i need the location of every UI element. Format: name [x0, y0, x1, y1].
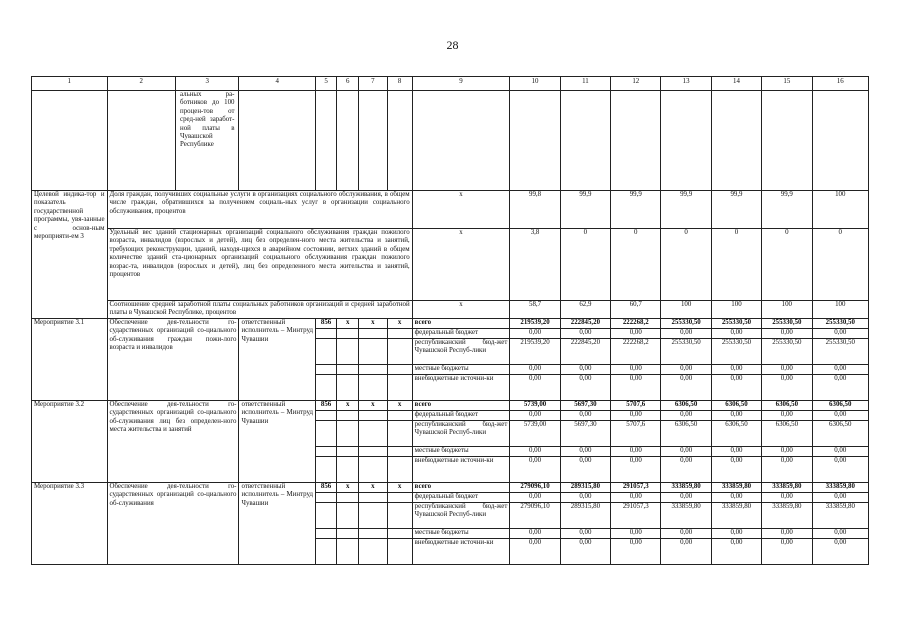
- funding-source: внебюджетные источни-ки: [412, 456, 510, 482]
- funding-value: 289315,80: [560, 482, 610, 492]
- empty-cell: [611, 91, 661, 191]
- empty-code-cell: [337, 364, 359, 374]
- column-number: 7: [359, 77, 387, 91]
- indicator-value: 99,9: [762, 191, 812, 229]
- funding-value: 0,00: [812, 328, 868, 338]
- indicator-value: 99,9: [711, 191, 761, 229]
- empty-cell: [661, 91, 711, 191]
- funding-value: 0,00: [762, 538, 812, 564]
- funding-value: 0,00: [560, 538, 610, 564]
- empty-code-cell: [387, 374, 412, 400]
- column-number: 15: [762, 77, 812, 91]
- indicator-value: 100: [661, 301, 711, 319]
- indicator-text: Соотношение средней заработной платы социальных работников организаций и средней заработной платы в Чувашской Республике, процентов: [107, 301, 412, 319]
- funding-source: федеральный бюджет: [412, 328, 510, 338]
- empty-code-cell: [359, 538, 387, 564]
- empty-code-cell: [316, 538, 337, 564]
- measure-id: Мероприятие 3.3: [32, 482, 108, 564]
- column-number-row: [32, 77, 869, 91]
- indicator-value: 100: [812, 191, 868, 229]
- empty-cell: [316, 91, 337, 191]
- funding-value: 0,00: [762, 528, 812, 538]
- column-number: 16: [812, 77, 868, 91]
- code-mark: x: [387, 318, 412, 328]
- funding-value: 0,00: [711, 538, 761, 564]
- code-mark: x: [387, 400, 412, 410]
- column-number: 5: [316, 77, 337, 91]
- funding-value: 0,00: [611, 446, 661, 456]
- empty-code-cell: [337, 374, 359, 400]
- funding-value: 6306,50: [661, 420, 711, 446]
- funding-value: 0,00: [812, 492, 868, 502]
- measure-row: [32, 318, 869, 328]
- funding-value: 0,00: [661, 364, 711, 374]
- funding-value: 5739,00: [510, 400, 560, 410]
- empty-code-cell: [387, 446, 412, 456]
- indicator-value: 0: [611, 229, 661, 301]
- funding-value: 0,00: [560, 492, 610, 502]
- empty-code-cell: [359, 374, 387, 400]
- funding-value: 6306,50: [711, 420, 761, 446]
- budget-code: 856: [316, 482, 337, 492]
- empty-cell: [762, 91, 812, 191]
- empty-cell: [337, 91, 359, 191]
- funding-value: 0,00: [762, 446, 812, 456]
- empty-code-cell: [359, 420, 387, 446]
- funding-value: 0,00: [711, 446, 761, 456]
- funding-value: 5697,30: [560, 420, 610, 446]
- funding-value: 6306,50: [812, 400, 868, 410]
- funding-value: 6306,50: [812, 420, 868, 446]
- responsible-executor: ответственный исполнитель – Минтруд Чувашии: [239, 318, 316, 400]
- funding-value: 0,00: [611, 528, 661, 538]
- funding-value: 0,00: [510, 328, 560, 338]
- empty-cell: [107, 91, 175, 191]
- funding-value: 333859,80: [762, 482, 812, 492]
- measure-row: [32, 400, 869, 410]
- empty-code-cell: [359, 492, 387, 502]
- funding-value: 289315,80: [560, 502, 610, 528]
- empty-code-cell: [316, 410, 337, 420]
- funding-value: 6306,50: [762, 420, 812, 446]
- budget-code: 856: [316, 318, 337, 328]
- funding-value: 0,00: [611, 410, 661, 420]
- empty-cell: [510, 91, 560, 191]
- empty-code-cell: [316, 328, 337, 338]
- empty-code-cell: [316, 502, 337, 528]
- funding-value: 255330,50: [762, 338, 812, 364]
- funding-value: 0,00: [762, 456, 812, 482]
- empty-code-cell: [359, 328, 387, 338]
- empty-code-cell: [387, 502, 412, 528]
- indicator-value: 0: [661, 229, 711, 301]
- funding-value: 333859,80: [711, 502, 761, 528]
- empty-cell: [387, 91, 412, 191]
- funding-value: 222845,20: [560, 318, 610, 328]
- empty-code-cell: [387, 492, 412, 502]
- funding-value: 0,00: [762, 328, 812, 338]
- indicator-text: Удельный вес зданий стационарных организаций социального обслуживания граждан пожилого возраста, инвалидов (взрослых и детей), лиц без определен-ного места жительства и занятий, требующих реконструкции, зданий, находя-щихся в аварийном состоянии, ветхих зданий в общем количестве зданий ста-ционарных организаций социального обслуживания граждан пожилого возрас-та, инвалидов (взрослых и детей), лиц без определенного места жительства и занятий, процентов: [107, 229, 412, 301]
- funding-value: 0,00: [510, 446, 560, 456]
- empty-code-cell: [337, 410, 359, 420]
- indicator-value: 0: [560, 229, 610, 301]
- funding-value: 255330,50: [661, 318, 711, 328]
- funding-value: 0,00: [762, 364, 812, 374]
- column-number: 13: [661, 77, 711, 91]
- column-number: 4: [239, 77, 316, 91]
- funding-value: 0,00: [812, 364, 868, 374]
- empty-code-cell: [316, 338, 337, 364]
- empty-code-cell: [387, 456, 412, 482]
- funding-value: 222845,20: [560, 338, 610, 364]
- column-number: 9: [412, 77, 510, 91]
- empty-code-cell: [337, 446, 359, 456]
- funding-source: внебюджетные источни-ки: [412, 538, 510, 564]
- funding-value: 0,00: [661, 374, 711, 400]
- funding-value: 0,00: [711, 410, 761, 420]
- indicator-value: 99,9: [560, 191, 610, 229]
- funding-value: 333859,80: [762, 502, 812, 528]
- funding-value: 291057,3: [611, 502, 661, 528]
- empty-code-cell: [316, 528, 337, 538]
- funding-source: республиканский бюд-жет Чувашской Респуб-лики: [412, 420, 510, 446]
- measure-row: [32, 482, 869, 492]
- indicator-text: Доля граждан, получивших социальные услуги в организациях социального обслуживания, в общем числе граждан, обратившихся за получением социаль-ных услуг в организации социального обслуживания, процентов: [107, 191, 412, 229]
- indicator-value: 100: [812, 301, 868, 319]
- indicator-value: 0: [762, 229, 812, 301]
- empty-cell: [711, 91, 761, 191]
- empty-code-cell: [359, 410, 387, 420]
- funding-value: 0,00: [510, 492, 560, 502]
- empty-code-cell: [387, 364, 412, 374]
- funding-value: 0,00: [611, 374, 661, 400]
- funding-value: 0,00: [611, 364, 661, 374]
- code-mark: x: [387, 482, 412, 492]
- indicator-value: 100: [762, 301, 812, 319]
- code-mark: x: [337, 318, 359, 328]
- indicator-value: 58,7: [510, 301, 560, 319]
- funding-value: 291057,3: [611, 482, 661, 492]
- funding-value: 0,00: [510, 538, 560, 564]
- empty-cell: [359, 91, 387, 191]
- funding-value: 6306,50: [711, 400, 761, 410]
- funding-value: 0,00: [560, 456, 610, 482]
- empty-code-cell: [337, 328, 359, 338]
- funding-value: 255330,50: [762, 318, 812, 328]
- funding-value: 5697,30: [560, 400, 610, 410]
- funding-value: 333859,80: [661, 482, 711, 492]
- measure-name: Обеспечение дея-тельности го-сударственных организаций со-циального об-служивания лиц без определен-ного места жительства и занятий: [107, 400, 239, 482]
- funding-value: 219539,20: [510, 318, 560, 328]
- column-number: 3: [176, 77, 239, 91]
- funding-value: 0,00: [812, 446, 868, 456]
- indicator-value: 99,8: [510, 191, 560, 229]
- empty-code-cell: [387, 328, 412, 338]
- funding-value: 255330,50: [661, 338, 711, 364]
- funding-value: 0,00: [812, 374, 868, 400]
- empty-code-cell: [359, 528, 387, 538]
- funding-value: 0,00: [510, 364, 560, 374]
- code-mark: x: [359, 318, 387, 328]
- funding-source: республиканский бюд-жет Чувашской Респуб-лики: [412, 338, 510, 364]
- funding-value: 222268,2: [611, 318, 661, 328]
- funding-value: 6306,50: [661, 400, 711, 410]
- empty-code-cell: [316, 446, 337, 456]
- funding-value: 219539,20: [510, 338, 560, 364]
- funding-value: 0,00: [661, 410, 711, 420]
- empty-cell: [32, 91, 108, 191]
- funding-value: 0,00: [510, 456, 560, 482]
- column-number: 12: [611, 77, 661, 91]
- funding-source: внебюджетные источни-ки: [412, 374, 510, 400]
- empty-code-cell: [316, 420, 337, 446]
- indicator-value: 100: [711, 301, 761, 319]
- table-body: [32, 77, 869, 565]
- funding-value: 5739,00: [510, 420, 560, 446]
- empty-code-cell: [337, 420, 359, 446]
- funding-value: 0,00: [560, 528, 610, 538]
- funding-source: федеральный бюджет: [412, 410, 510, 420]
- funding-value: 333859,80: [661, 502, 711, 528]
- indicator-label: Целевой индика-тор и показатель государственной программы, увя-занные с основ-ным мероприяти-ем 3: [32, 191, 108, 319]
- funding-value: 0,00: [661, 446, 711, 456]
- continuation-text: альных ра-ботников до 100 процен-тов от сред-ней заработ-ной платы в Чувашской Республике: [176, 91, 239, 191]
- funding-value: 0,00: [812, 410, 868, 420]
- funding-source: республиканский бюд-жет Чувашской Респуб-лики: [412, 502, 510, 528]
- empty-code-cell: [359, 446, 387, 456]
- funding-value: 279096,10: [510, 502, 560, 528]
- funding-value: 0,00: [611, 456, 661, 482]
- funding-value: 255330,50: [711, 318, 761, 328]
- indicator-mark: x: [412, 301, 510, 319]
- empty-code-cell: [337, 528, 359, 538]
- column-number: 8: [387, 77, 412, 91]
- empty-code-cell: [359, 338, 387, 364]
- funding-value: 0,00: [812, 456, 868, 482]
- indicator-value: 60,7: [611, 301, 661, 319]
- funding-value: 0,00: [661, 528, 711, 538]
- column-number: 14: [711, 77, 761, 91]
- indicator-value: 3,8: [510, 229, 560, 301]
- indicator-value: 0: [812, 229, 868, 301]
- empty-code-cell: [387, 410, 412, 420]
- empty-code-cell: [337, 456, 359, 482]
- funding-value: 0,00: [560, 328, 610, 338]
- indicator-value: 99,9: [661, 191, 711, 229]
- funding-value: 0,00: [711, 456, 761, 482]
- funding-value: 0,00: [611, 492, 661, 502]
- funding-value: 0,00: [711, 492, 761, 502]
- funding-source: федеральный бюджет: [412, 492, 510, 502]
- empty-code-cell: [387, 538, 412, 564]
- funding-value: 0,00: [762, 492, 812, 502]
- budget-code: 856: [316, 400, 337, 410]
- code-mark: x: [359, 400, 387, 410]
- indicator-mark: x: [412, 191, 510, 229]
- empty-code-cell: [316, 492, 337, 502]
- empty-code-cell: [387, 528, 412, 538]
- indicator-value: 0: [711, 229, 761, 301]
- funding-value: 0,00: [661, 538, 711, 564]
- responsible-executor: ответственный исполнитель – Минтруд Чувашии: [239, 400, 316, 482]
- funding-value: 279096,10: [510, 482, 560, 492]
- funding-value: 0,00: [560, 410, 610, 420]
- empty-code-cell: [337, 502, 359, 528]
- measure-name: Обеспечение дея-тельности го-сударственных организаций со-циального об-служивания граждан пожи-лого возраста и инвалидов: [107, 318, 239, 400]
- column-number: 6: [337, 77, 359, 91]
- empty-code-cell: [387, 420, 412, 446]
- indicator-mark: x: [412, 229, 510, 301]
- empty-code-cell: [316, 456, 337, 482]
- funding-value: 0,00: [560, 374, 610, 400]
- continuation-row: [32, 91, 869, 191]
- funding-value: 0,00: [560, 364, 610, 374]
- indicator-row: [32, 229, 869, 301]
- funding-value: 333859,80: [812, 482, 868, 492]
- funding-source: местные бюджеты: [412, 528, 510, 538]
- funding-value: 5707,6: [611, 400, 661, 410]
- funding-value: 6306,50: [762, 400, 812, 410]
- code-mark: x: [337, 400, 359, 410]
- empty-code-cell: [387, 338, 412, 364]
- funding-source: всего: [412, 482, 510, 492]
- indicator-value: 99,9: [611, 191, 661, 229]
- funding-value: 0,00: [661, 328, 711, 338]
- responsible-executor: ответственный исполнитель – Минтруд Чувашии: [239, 482, 316, 564]
- funding-value: 0,00: [510, 528, 560, 538]
- indicator-row: [32, 191, 869, 229]
- column-number: 2: [107, 77, 175, 91]
- funding-source: местные бюджеты: [412, 364, 510, 374]
- empty-cell: [812, 91, 868, 191]
- measure-id: Мероприятие 3.2: [32, 400, 108, 482]
- empty-code-cell: [359, 456, 387, 482]
- funding-value: 333859,80: [711, 482, 761, 492]
- funding-value: 0,00: [661, 492, 711, 502]
- funding-value: 0,00: [510, 410, 560, 420]
- funding-value: 222268,2: [611, 338, 661, 364]
- indicator-value: 62,9: [560, 301, 610, 319]
- empty-cell: [239, 91, 316, 191]
- funding-value: 0,00: [711, 328, 761, 338]
- empty-code-cell: [316, 364, 337, 374]
- funding-value: 0,00: [762, 410, 812, 420]
- empty-cell: [412, 91, 510, 191]
- empty-cell: [560, 91, 610, 191]
- code-mark: x: [337, 482, 359, 492]
- program-table: [31, 76, 869, 565]
- funding-value: 0,00: [762, 374, 812, 400]
- funding-source: всего: [412, 400, 510, 410]
- empty-code-cell: [316, 374, 337, 400]
- empty-code-cell: [359, 364, 387, 374]
- indicator-row: [32, 301, 869, 319]
- funding-value: 0,00: [812, 538, 868, 564]
- funding-value: 0,00: [611, 538, 661, 564]
- empty-code-cell: [337, 338, 359, 364]
- funding-value: 333859,80: [812, 502, 868, 528]
- measure-name: Обеспечение дея-тельности го-сударственных организаций со-циального об-служивания: [107, 482, 239, 564]
- funding-value: 0,00: [510, 374, 560, 400]
- funding-value: 5707,6: [611, 420, 661, 446]
- measure-id: Мероприятие 3.1: [32, 318, 108, 400]
- empty-code-cell: [337, 538, 359, 564]
- empty-code-cell: [337, 492, 359, 502]
- funding-value: 0,00: [711, 528, 761, 538]
- funding-value: 0,00: [711, 364, 761, 374]
- funding-value: 0,00: [611, 328, 661, 338]
- funding-value: 255330,50: [812, 318, 868, 328]
- funding-value: 255330,50: [711, 338, 761, 364]
- column-number: 1: [32, 77, 108, 91]
- column-number: 11: [560, 77, 610, 91]
- funding-source: местные бюджеты: [412, 446, 510, 456]
- funding-value: 0,00: [661, 456, 711, 482]
- column-number: 10: [510, 77, 560, 91]
- page-number: 28: [446, 38, 459, 52]
- funding-value: 0,00: [812, 528, 868, 538]
- code-mark: x: [359, 482, 387, 492]
- funding-value: 0,00: [711, 374, 761, 400]
- funding-value: 0,00: [560, 446, 610, 456]
- funding-value: 255330,50: [812, 338, 868, 364]
- funding-source: всего: [412, 318, 510, 328]
- empty-code-cell: [359, 502, 387, 528]
